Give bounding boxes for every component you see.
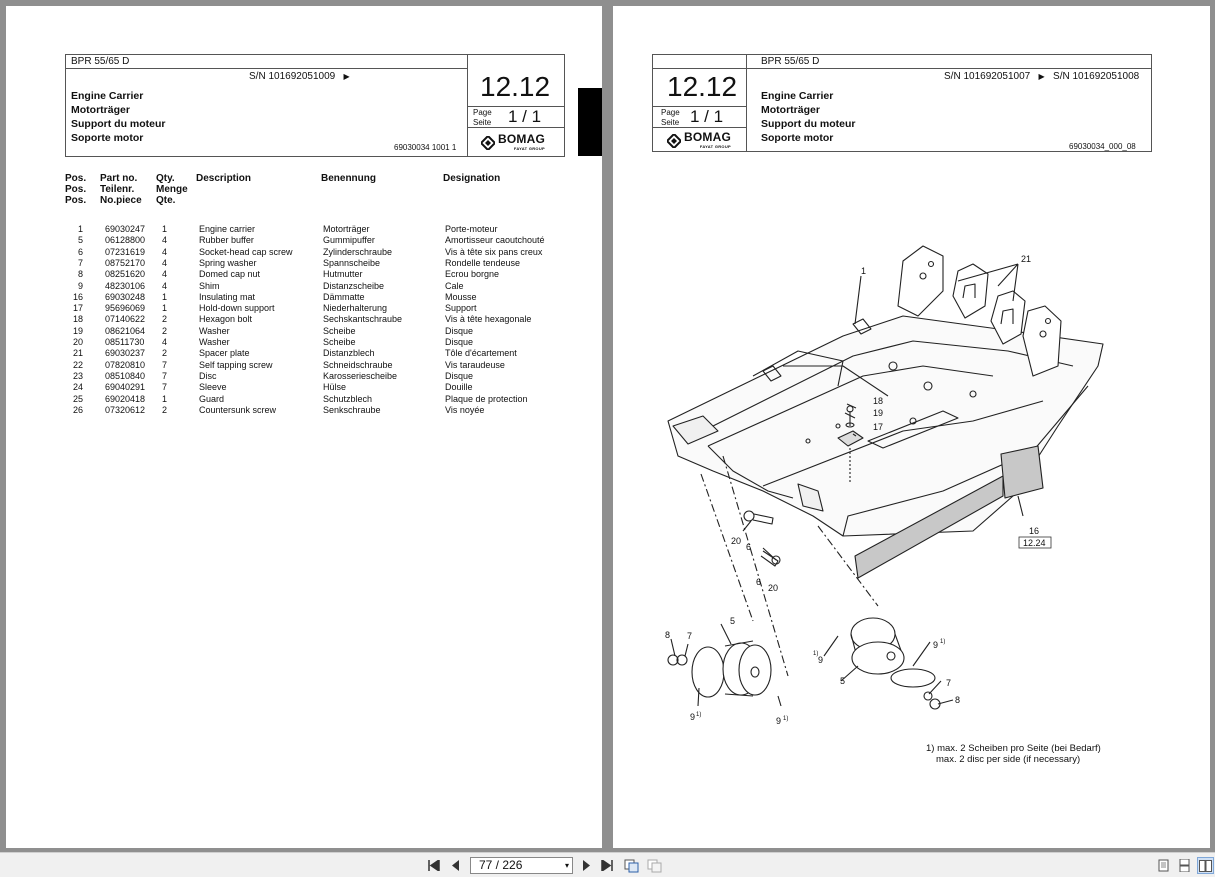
callout-1-note: 1) <box>813 651 819 657</box>
spacer-plate-a <box>953 264 988 318</box>
cell-en: Washer <box>199 325 230 336</box>
col-part: Part no. Teilenr. No.piece <box>100 173 142 206</box>
cell-fr: Vis noyée <box>445 404 485 415</box>
prev-page-icon <box>451 860 460 871</box>
callout-19: 19 <box>873 408 884 418</box>
paste-button[interactable] <box>645 857 663 874</box>
page-value: 1 / 1 <box>508 107 542 126</box>
col-pos: Pos. Pos. Pos. <box>65 173 87 206</box>
cell-de: Sechskantschraube <box>323 314 403 325</box>
cell-pos: 17 <box>72 303 83 314</box>
cell-pos: 7 <box>77 257 83 268</box>
cell-de: Zylinderschraube <box>323 246 393 257</box>
callout-9d: 9 <box>933 640 939 650</box>
table-row <box>6 258 602 269</box>
table-row <box>6 247 602 258</box>
group-number: 12.12 <box>480 71 551 102</box>
last-page-button[interactable] <box>599 857 615 874</box>
cell-part: 07320612 <box>105 404 146 415</box>
cell-part: 07140622 <box>105 314 146 325</box>
cell-qty: 4 <box>162 269 168 280</box>
right-page <box>613 6 1210 848</box>
cell-pos: 19 <box>72 325 83 336</box>
cell-part: 69030247 <box>105 224 146 234</box>
cell-en: Spacer plate <box>199 348 250 359</box>
cell-qty: 4 <box>162 280 168 291</box>
cell-en: Guard <box>199 393 225 404</box>
callout-7b: 7 <box>946 678 952 688</box>
cell-qty: 7 <box>162 370 168 381</box>
cell-pos: 21 <box>72 348 83 359</box>
model-name: BPR 55/65 D <box>761 56 820 67</box>
cell-en: Engine carrier <box>199 224 256 234</box>
cell-part: 08510840 <box>105 370 146 381</box>
serial-range: S/N 101692051007 ▶ S/N 101692051008 <box>944 71 1140 82</box>
title-de: Motorträger <box>71 104 130 116</box>
chevron-down-icon: ▾ <box>564 861 569 870</box>
page-number-input[interactable]: 77 / 226 ▾ <box>470 857 573 874</box>
callout-18: 18 <box>873 396 884 406</box>
bomag-logo: BOMAG FAYAT GROUP <box>667 132 731 149</box>
table-row <box>6 314 602 325</box>
cell-fr: Tôle d'écartement <box>445 348 517 359</box>
callout-9d-note: 1) <box>940 639 946 645</box>
cell-de: Dämmatte <box>323 291 365 302</box>
table-row <box>6 371 602 382</box>
model-name: BPR 55/65 D <box>71 56 130 67</box>
doc-number: 69030034_000_08 <box>1069 142 1136 151</box>
cell-qty: 2 <box>162 348 168 359</box>
cell-qty: 2 <box>162 325 168 336</box>
cell-pos: 16 <box>72 291 83 302</box>
insulating-mat-b <box>1001 446 1043 498</box>
rubber-buffer-right <box>852 642 904 674</box>
cell-de: Schneidschraube <box>323 359 393 370</box>
cell-part: 69020418 <box>105 393 146 404</box>
table-row <box>6 303 602 314</box>
callout-6a: 6 <box>746 542 752 552</box>
copy-button[interactable] <box>622 857 640 874</box>
callout-7a: 7 <box>687 631 693 641</box>
prev-page-button[interactable] <box>448 857 462 874</box>
cell-qty: 1 <box>162 291 168 302</box>
callout-20a: 20 <box>731 536 742 546</box>
cell-part: 69030248 <box>105 291 146 302</box>
callout-5a: 5 <box>730 616 736 626</box>
header-box <box>65 54 565 157</box>
cell-de: Hutmutter <box>323 269 363 280</box>
continuous-icon <box>1179 859 1190 872</box>
callout-20b: 20 <box>768 583 779 593</box>
cell-fr: Disque <box>445 325 474 336</box>
cell-part: 07820810 <box>105 359 146 370</box>
cell-part: 08511730 <box>105 337 145 347</box>
cell-en: Rubber buffer <box>199 235 254 246</box>
cell-de: Motorträger <box>323 224 370 234</box>
cell-pos: 23 <box>72 370 83 381</box>
last-page-icon <box>601 860 613 871</box>
table-row <box>6 235 602 246</box>
footnote-de: 1) max. 2 Scheiben pro Seite (bei Bedarf) <box>926 743 1101 754</box>
cell-pos: 20 <box>72 337 83 347</box>
single-page-view-button[interactable] <box>1155 857 1171 874</box>
doc-number: 69030034 1001 1 <box>394 143 457 152</box>
cell-pos: 24 <box>72 382 83 393</box>
cell-en: Shim <box>199 280 220 291</box>
cell-pos: 1 <box>77 224 83 234</box>
cell-qty: 4 <box>162 257 168 268</box>
callout-21: 21 <box>1021 254 1032 264</box>
cell-en: Spring washer <box>199 257 257 268</box>
cell-en: Socket-head cap screw <box>199 246 293 257</box>
cell-part: 08251620 <box>105 269 146 280</box>
cell-qty: 2 <box>162 314 168 325</box>
cell-qty: 4 <box>162 235 168 246</box>
cell-fr: Porte-moteur <box>445 224 498 234</box>
cell-qty: 2 <box>162 404 168 415</box>
cell-de: Schutzblech <box>323 393 373 404</box>
callout-9a: 9 <box>690 712 696 722</box>
cell-fr: Douille <box>445 382 473 393</box>
serial-arrow-icon: ▶ <box>1038 72 1045 81</box>
table-row <box>6 405 602 416</box>
cell-en: Insulating mat <box>199 291 256 302</box>
cell-de: Distanzscheibe <box>323 280 385 291</box>
cell-part: 08621064 <box>105 325 146 336</box>
callout-16: 16 <box>1029 526 1040 536</box>
next-page-icon <box>582 860 591 871</box>
cell-qty: 7 <box>162 359 168 370</box>
title-en: Engine Carrier <box>761 90 834 102</box>
table-row <box>6 348 602 359</box>
table-row <box>6 337 602 348</box>
cell-qty: 4 <box>162 246 168 257</box>
callout-9a-note: 1) <box>696 712 702 718</box>
section-tab <box>578 88 602 156</box>
callout-5b: 5 <box>840 676 846 686</box>
cell-qty: 1 <box>162 303 168 314</box>
cell-pos: 6 <box>77 246 83 257</box>
cell-de: Scheibe <box>323 325 356 336</box>
col-designation: Designation <box>443 173 501 184</box>
cell-en: Sleeve <box>199 382 227 393</box>
cell-pos: 9 <box>77 280 83 291</box>
col-description: Description <box>196 173 252 184</box>
table-row <box>6 224 602 235</box>
callout-9b: 9 <box>776 716 782 726</box>
callout-1: 1 <box>861 266 867 276</box>
cell-qty: 4 <box>162 337 168 347</box>
callout-8a: 8 <box>665 630 671 640</box>
title-es: Soporte motor <box>71 132 144 144</box>
table-row <box>6 360 602 371</box>
cell-qty: 7 <box>162 382 168 393</box>
single-page-icon <box>1158 859 1169 872</box>
callout-9c: 9 <box>818 655 824 665</box>
cell-en: Hold-down support <box>199 303 275 314</box>
cell-de: Senkschraube <box>323 404 381 415</box>
bomag-logo: BOMAG FAYAT GROUP <box>481 134 545 151</box>
exploded-drawing <box>613 226 1113 736</box>
cell-fr: Rondelle tendeuse <box>445 257 521 268</box>
title-de: Motorträger <box>761 104 820 116</box>
callout-17: 17 <box>873 422 884 432</box>
continuous-view-button[interactable] <box>1176 857 1192 874</box>
callout-6b: 6 <box>756 577 762 587</box>
col-qty: Qty. Menge Qte. <box>156 173 188 206</box>
cell-fr: Cale <box>445 280 464 291</box>
footnote-en: max. 2 disc per side (if necessary) <box>936 754 1081 765</box>
table-row <box>6 269 602 280</box>
callout-8b: 8 <box>955 695 961 705</box>
cell-part: 06128800 <box>105 235 146 246</box>
cell-part: 95696069 <box>105 303 146 314</box>
cell-part: 08752170 <box>105 257 146 268</box>
cell-fr: Vis à tête hexagonale <box>445 314 532 325</box>
first-page-icon <box>428 860 440 871</box>
cell-fr: Disque <box>445 337 474 347</box>
col-benennung: Benennung <box>321 173 376 184</box>
cell-qty: 1 <box>162 393 168 404</box>
cell-part: 69040291 <box>105 382 146 393</box>
cell-pos: 5 <box>77 235 83 246</box>
cell-de: Gummipuffer <box>323 235 375 246</box>
title-fr: Support du moteur <box>761 118 856 130</box>
cell-pos: 8 <box>77 269 83 280</box>
header-box <box>652 54 1152 152</box>
two-page-view-button[interactable] <box>1197 857 1214 874</box>
title-es: Soporte motor <box>761 132 834 144</box>
first-page-button[interactable] <box>426 857 442 874</box>
bracket-left <box>898 246 943 316</box>
cell-fr: Amortisseur caoutchouté <box>445 235 545 246</box>
cell-de: Spannscheibe <box>323 257 381 268</box>
page-label-de: Seite <box>473 118 492 127</box>
serial-arrow-icon: ▶ <box>343 72 350 81</box>
bomag-diamond-icon <box>481 136 495 150</box>
cell-de: Hülse <box>323 382 347 393</box>
bomag-diamond-icon <box>667 134 681 148</box>
cell-de: Karosseriescheibe <box>323 370 398 381</box>
cell-part: 69030237 <box>105 348 146 359</box>
group-number: 12.12 <box>667 71 738 102</box>
table-row <box>6 292 602 303</box>
page-value: 1 / 1 <box>690 107 724 126</box>
copy-icon <box>624 859 639 873</box>
page-label-en: Page <box>661 108 680 117</box>
next-page-button[interactable] <box>579 857 593 874</box>
viewer-toolbar <box>0 852 1215 877</box>
callout-12-24: 12.24 <box>1023 538 1046 548</box>
cell-de: Niederhalterung <box>323 303 388 314</box>
two-page-icon <box>1199 860 1212 872</box>
table-row <box>6 326 602 337</box>
cell-en: Hexagon bolt <box>199 314 253 325</box>
table-row <box>6 382 602 393</box>
cell-de: Scheibe <box>323 337 356 347</box>
cell-de: Distanzblech <box>323 348 375 359</box>
callout-9b-note: 1) <box>783 716 789 722</box>
title-fr: Support du moteur <box>71 118 166 130</box>
table-row <box>6 281 602 292</box>
cell-pos: 22 <box>72 359 83 370</box>
cell-qty: 1 <box>162 224 168 234</box>
cell-pos: 18 <box>72 314 83 325</box>
cell-part: 07231619 <box>105 246 146 257</box>
cell-en: Disc <box>199 370 217 381</box>
cell-pos: 25 <box>72 393 83 404</box>
cell-fr: Support <box>445 303 477 314</box>
left-page <box>6 6 602 848</box>
page-label-en: Page <box>473 108 492 117</box>
cell-en: Washer <box>199 337 230 347</box>
cell-fr: Disque <box>445 370 474 381</box>
serial-number: S/N 101692051009 ▶ <box>249 71 350 82</box>
table-row <box>6 394 602 405</box>
cell-part: 48230106 <box>105 280 146 291</box>
cell-en: Domed cap nut <box>199 269 261 280</box>
page-label-de: Seite <box>661 118 680 127</box>
cell-fr: Plaque de protection <box>445 393 528 404</box>
title-en: Engine Carrier <box>71 90 144 102</box>
cell-fr: Vis taraudeuse <box>445 359 505 370</box>
cell-fr: Vis à tête six pans creux <box>445 246 543 257</box>
paste-icon <box>647 859 662 873</box>
cell-pos: 26 <box>72 404 83 415</box>
cell-en: Self tapping screw <box>199 359 273 370</box>
cell-en: Countersunk screw <box>199 404 277 415</box>
cell-fr: Ecrou borgne <box>445 269 500 280</box>
cell-fr: Mousse <box>445 291 477 302</box>
